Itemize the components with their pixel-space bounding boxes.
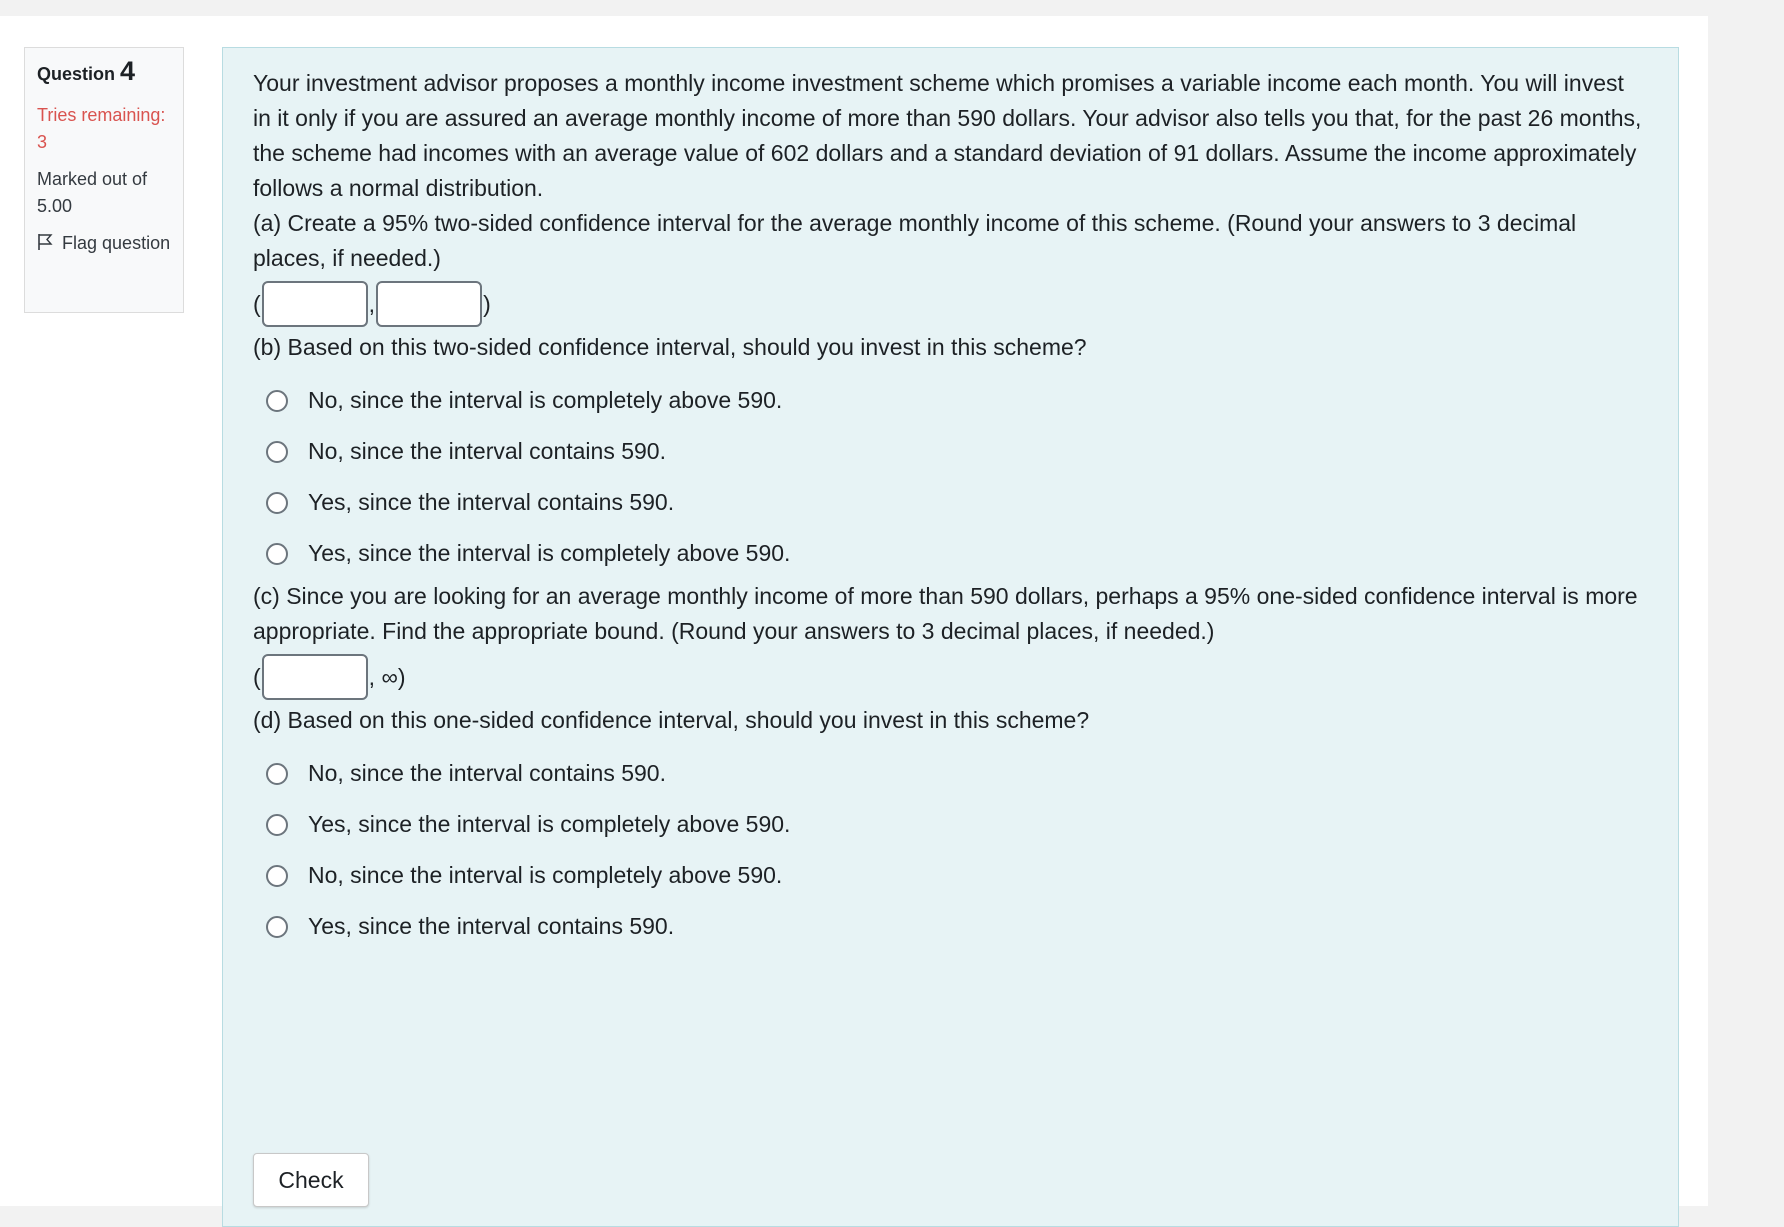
marked-out-of: Marked out of 5.00: [37, 169, 148, 216]
flag-icon: [37, 233, 62, 253]
radio-button[interactable]: [266, 441, 288, 463]
option-label: Yes, since the interval is completely above 590.: [308, 811, 791, 837]
part-a-text: (a) Create a 95% two-sided confidence interval for the average monthly income of this scheme. (Round your answers to 3 decimal places, if needed.): [253, 210, 1577, 271]
option-label: Yes, since the interval contains 590.: [308, 489, 675, 515]
option-label: Yes, since the interval is completely above 590.: [308, 540, 791, 566]
part-b-text: (b) Based on this two-sided confidence interval, should you invest in this scheme?: [253, 334, 1087, 360]
radio-button[interactable]: [266, 390, 288, 412]
question-number: Question 4: [37, 56, 136, 86]
part-b-option[interactable]: [253, 477, 1648, 528]
part-b-option[interactable]: [253, 426, 1648, 477]
radio-button[interactable]: [266, 543, 288, 565]
one-sided-bound-input[interactable]: [262, 654, 368, 700]
question-content: [222, 47, 1679, 1227]
radio-button[interactable]: [266, 814, 288, 836]
open-paren: (: [253, 663, 261, 690]
close-paren: ): [483, 290, 491, 317]
check-button[interactable]: Check: [253, 1153, 369, 1207]
upper-bound-input[interactable]: [376, 281, 482, 327]
part-a-interval: [253, 278, 1648, 330]
part-c-interval: [253, 651, 1648, 703]
radio-button[interactable]: [266, 865, 288, 887]
open-paren: (: [253, 290, 261, 317]
option-label: Yes, since the interval contains 590.: [308, 913, 675, 939]
part-b-option[interactable]: [253, 528, 1648, 579]
radio-button[interactable]: [266, 763, 288, 785]
flag-question-label: Flag question: [62, 233, 171, 253]
option-label: No, since the interval contains 590.: [308, 760, 666, 786]
radio-button[interactable]: [266, 916, 288, 938]
tries-remaining: Tries remaining: 3: [37, 105, 166, 152]
part-b-options: [253, 375, 1648, 579]
part-d-option[interactable]: [253, 799, 1648, 850]
part-d-text: (d) Based on this one-sided confidence interval, should you invest in this scheme?: [253, 707, 1090, 733]
part-b-option[interactable]: [253, 375, 1648, 426]
lower-bound-input[interactable]: [262, 281, 368, 327]
part-c-text: (c) Since you are looking for an average monthly income of more than 590 dollars, perhaps a 95% one-sided confidence interval is more appropriate. Find the appropriate bound. (Round your answers to 3 decimal places, if needed.): [253, 583, 1638, 644]
page: [0, 16, 1708, 1206]
option-label: No, since the interval is completely above 590.: [308, 862, 783, 888]
part-d-option[interactable]: [253, 748, 1648, 799]
infinity-suffix: , ∞): [368, 663, 406, 690]
option-label: No, since the interval is completely above 590.: [308, 387, 783, 413]
part-d-option[interactable]: [253, 850, 1648, 901]
comma: ,: [368, 290, 376, 317]
part-d-options: [253, 748, 1648, 952]
part-d-option[interactable]: [253, 901, 1648, 952]
question-intro: Your investment advisor proposes a monthly income investment scheme which promises a variable income each month. You will invest in it only if you are assured an average monthly income of more than 590 dollars. Your advisor also tells you that, for the past 26 months, the scheme had incomes with an average value of 602 dollars and a standard deviation of 91 dollars. Assume the income approximately follows a normal distribution.: [253, 70, 1642, 201]
flag-question-link[interactable]: [37, 230, 171, 257]
option-label: No, since the interval contains 590.: [308, 438, 666, 464]
question-info-panel: [24, 47, 184, 313]
radio-button[interactable]: [266, 492, 288, 514]
